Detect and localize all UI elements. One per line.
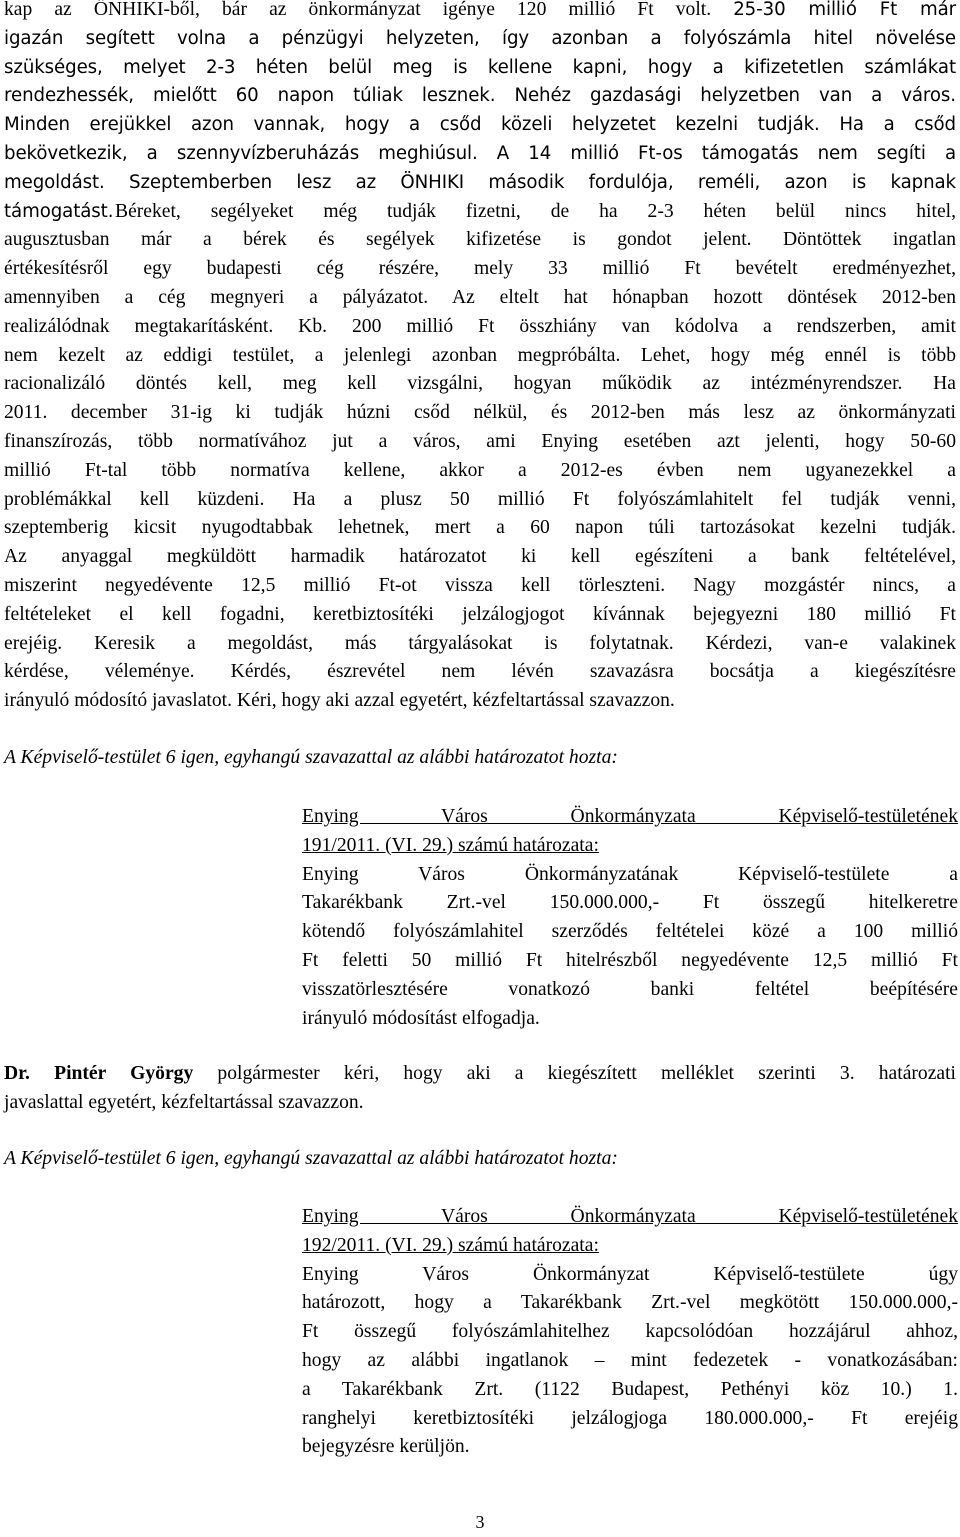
text-line: visszatörlesztésére vonatkozó banki feltétel beépítésére xyxy=(302,978,958,1000)
resolution-191 xyxy=(302,803,958,1033)
text-line: kötendő folyószámlahitel szerződés feltételei közé a 100 millió xyxy=(302,921,958,943)
text-line: finanszírozás, több normatívához jut a város, ami Enying esetében azt jelenti, hogy 50-60 xyxy=(4,430,956,452)
vote-result-line: A Képviselő-testület 6 igen, egyhangú szavazattal az alábbi határozatot hozta: xyxy=(4,747,618,768)
text-line: Az anyaggal megküldött harmadik határozatot ki kell egészíteni a bank feltételével, xyxy=(4,546,956,568)
text-line: Béreket, segélyeket még tudják fizetni, de ha 2-3 héten belül nincs hitel, xyxy=(115,200,956,222)
text-line: Enying Város Önkormányzatának Képviselő-testülete a xyxy=(302,863,958,885)
text-line: határozott, hogy a Takarékbank Zrt.-vel megkötött 150.000.000,- xyxy=(302,1292,958,1314)
text-line: Ft összegű folyószámlahitelhez kapcsolódóan hozzájárul ahhoz, xyxy=(302,1321,958,1343)
text-line: értékesítésről egy budapesti cég részére, mely 33 millió Ft bevételt eredményezhet, xyxy=(4,258,956,280)
text-line: miszerint negyedévente 12,5 millió Ft-ot vissza kell törleszteni. Nagy mozgástér nincs, a xyxy=(4,574,956,596)
text-line: rendezhessék, mielőtt 60 napon túliak lesznek. Nehéz gazdasági helyzetben van a város. xyxy=(4,85,956,107)
body-paragraph-2 xyxy=(4,1060,956,1118)
speaker-name: Dr. Pintér György xyxy=(4,1063,194,1084)
text-line: Takarékbank Zrt.-vel 150.000.000,- Ft összegű hitelkeretre xyxy=(302,892,958,914)
text-line: megoldást. Szeptemberben lesz az ÖNHIKI második fordulója, reméli, azon is kapnak xyxy=(4,171,956,193)
text-line: ranghelyi keretbiztosítéki jelzálogjoga 180.000.000,- Ft erejéig xyxy=(302,1407,958,1429)
body-paragraph-1 xyxy=(4,0,956,226)
resolution-number: 192/2011. (VI. 29.) számú határozata: xyxy=(302,1234,599,1256)
text-line: bekövetkezik, a szennyvízberuházás meghiúsul. A 14 millió Ft-os támogatás nem segíti a xyxy=(4,142,956,164)
resolution-title: Enying Város Önkormányzata Képviselő-testületének xyxy=(302,1206,958,1227)
text-line: bejegyzésre kerüljön. xyxy=(302,1436,470,1458)
resolution-number: 191/2011. (VI. 29.) számú határozata: xyxy=(302,834,599,856)
text-line: augusztusban már a bérek és segélyek kifizetése is gondot jelent. Döntöttek ingatlan xyxy=(4,229,956,251)
text-line: hogy az alábbi ingatlanok – mint fedezetek - vonatkozásában: xyxy=(302,1349,958,1371)
text-line: szeptemberig kicsit nyugodtabbak lehetnek, mert a 60 napon túli tartozásokat kezelni tudják. xyxy=(4,517,956,539)
text-line: irányuló módosítást elfogadja. xyxy=(302,1007,540,1029)
page-number: 3 xyxy=(475,1512,485,1532)
text-line: Dr. Pintér György polgármester kéri, hogy aki a kiegészített melléklet szerinti 3. határozati xyxy=(4,1063,956,1084)
text-line: feltételeket el kell fogadni, keretbiztosítéki jelzálogjogot kívánnak bejegyezni 180 millió Ft xyxy=(4,603,956,625)
text-line: szükséges, melyet 2-3 héten belül meg is kellene kapni, hogy a kifizetetlen számlákat xyxy=(4,56,956,78)
text-line: millió Ft-tal több normatíva kellene, akkor a 2012-es évben nem ugyanezekkel a xyxy=(4,459,956,481)
text-line: problémákkal kell küzdeni. Ha a plusz 50 millió Ft folyószámlahitelt fel tudják venni, xyxy=(4,488,956,510)
text-line: nem kezelt az eddigi testület, a jelenlegi azonban megpróbálta. Lehet, hogy még ennél is több xyxy=(4,344,956,366)
text-line: racionalizáló döntés kell, meg kell vizsgálni, hogyan működik az intézményrendszer. Ha xyxy=(4,373,956,395)
text-line: 2011. december 31-ig ki tudják húzni csőd nélkül, és 2012-ben más lesz az önkormányzati xyxy=(4,402,956,424)
text-line: Ft feletti 50 millió Ft hitelrészből negyedévente 12,5 millió Ft xyxy=(302,949,958,971)
text-line: a Takarékbank Zrt. (1122 Budapest, Pethényi köz 10.) 1. xyxy=(302,1378,958,1400)
text-line: kap az ÖNHIKI-ből, bár az önkormányzat igénye 120 millió Ft volt. 25-30 millió Ft már xyxy=(4,0,956,20)
resolution-192 xyxy=(302,1203,958,1462)
text-line: irányuló módosító javaslatot. Kéri, hogy aki azzal egyetért, kézfeltartással szavazzon. xyxy=(4,690,675,712)
text-line: javaslattal egyetért, kézfeltartással szavazzon. xyxy=(4,1091,364,1113)
text-line: realizálódnak megtakarításként. Kb. 200 millió Ft összhiány van kódolva a rendszerben, amit xyxy=(4,315,956,337)
text-line: erejéig. Keresik a megoldást, más tárgyalásokat is folytatnak. Kérdezi, van-e valakinek xyxy=(4,632,956,654)
text-line: támogatást. xyxy=(4,200,114,222)
text-line: Enying Város Önkormányzat Képviselő-testülete úgy xyxy=(302,1263,958,1285)
vote-result-line: A Képviselő-testület 6 igen, egyhangú szavazattal az alábbi határozatot hozta: xyxy=(4,1148,618,1169)
resolution-title: Enying Város Önkormányzata Képviselő-testületének xyxy=(302,806,958,827)
text-line: igazán segített volna a pénzügyi helyzeten, így azonban a folyószámla hitel növelése xyxy=(4,27,956,49)
body-paragraph-1-tail-first xyxy=(115,198,956,227)
text-line: Minden erejükkel azon vannak, hogy a csőd közeli helyzetet kezelni tudják. Ha a csőd xyxy=(4,114,956,136)
body-paragraph-1-tail xyxy=(4,226,956,716)
text-line: amennyiben a cég megnyeri a pályázatot. Az eltelt hat hónapban hozott döntések 2012-ben xyxy=(4,286,956,308)
text-line: kérdése, véleménye. Kérdés, észrevétel nem lévén szavazásra bocsátja a kiegészítésre xyxy=(4,661,956,683)
